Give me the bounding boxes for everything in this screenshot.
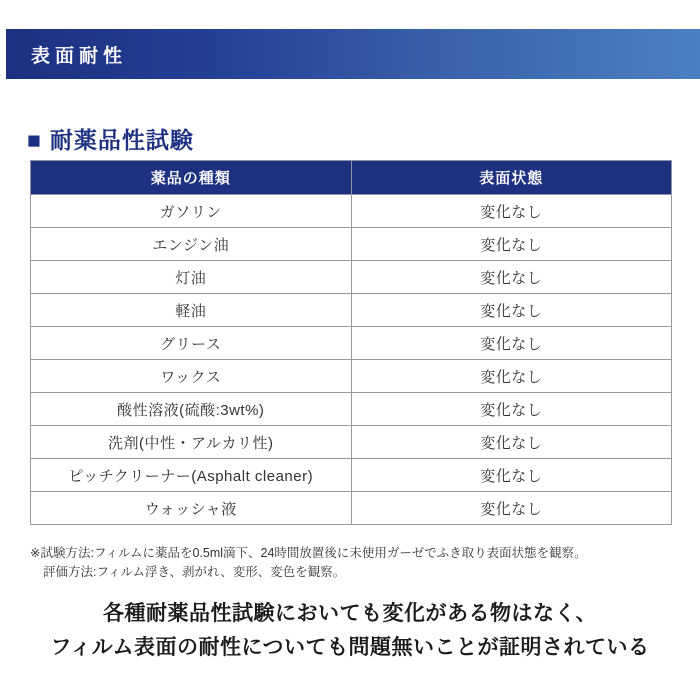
- table-row: [31, 195, 672, 228]
- table-header-chemical: 薬品の種類: [31, 161, 352, 195]
- table-row: [31, 327, 672, 360]
- square-bullet-icon: ■: [27, 127, 42, 153]
- state-cell: 変化なし: [351, 261, 672, 294]
- state-cell: 変化なし: [351, 294, 672, 327]
- chemical-cell: ワックス: [31, 360, 352, 393]
- table-row: [31, 459, 672, 492]
- chemical-cell: 酸性溶液(硫酸:3wt%): [31, 393, 352, 426]
- table-row: [31, 360, 672, 393]
- chemical-cell: エンジン油: [31, 228, 352, 261]
- conclusion-line-1: 各種耐薬品性試験においても変化がある物はなく、: [102, 602, 598, 625]
- banner-title: 表面耐性: [31, 45, 128, 67]
- table-head: [31, 161, 672, 195]
- state-cell: 変化なし: [351, 492, 672, 525]
- table-row: [31, 426, 672, 459]
- table-row: [31, 393, 672, 426]
- state-cell: 変化なし: [351, 426, 672, 459]
- chemical-resistance-table: [30, 160, 672, 525]
- state-cell: 変化なし: [351, 360, 672, 393]
- state-cell: 変化なし: [351, 393, 672, 426]
- table-header-state: 表面状態: [351, 161, 672, 195]
- table-header-row: [31, 161, 672, 195]
- conclusion-text: [0, 597, 700, 664]
- footnotes: [30, 544, 587, 583]
- table-row: [31, 261, 672, 294]
- table-row: [31, 492, 672, 525]
- table-row: [31, 228, 672, 261]
- chemical-cell: 軽油: [31, 294, 352, 327]
- page-banner: [6, 29, 700, 79]
- chemical-cell: 灯油: [31, 261, 352, 294]
- chemical-cell: ウォッシャ液: [31, 492, 352, 525]
- state-cell: 変化なし: [351, 195, 672, 228]
- chemical-cell: 洗剤(中性・アルカリ性): [31, 426, 352, 459]
- chemical-cell: ガソリン: [31, 195, 352, 228]
- table-body: [31, 195, 672, 525]
- state-cell: 変化なし: [351, 327, 672, 360]
- conclusion-line-2: フィルム表面の耐性についても問題無いことが証明されている: [50, 635, 650, 659]
- state-cell: 変化なし: [351, 228, 672, 261]
- chemical-cell: グリース: [31, 327, 352, 360]
- chemical-cell: ピッチクリーナー(Asphalt cleaner): [31, 459, 352, 492]
- section-title-label: 耐薬品性試験: [49, 127, 194, 153]
- state-cell: 変化なし: [351, 459, 672, 492]
- test-method-note: ※試験方法:フィルムに薬品を0.5ml滴下、24時間放置後に未使用ガーゼでふき取り表面状態を観察。: [30, 546, 587, 560]
- table-row: [31, 294, 672, 327]
- evaluation-method-note: 評価方法:フィルム浮き、剥がれ、変形、変色を観察。: [43, 565, 346, 580]
- section-title: [27, 122, 194, 155]
